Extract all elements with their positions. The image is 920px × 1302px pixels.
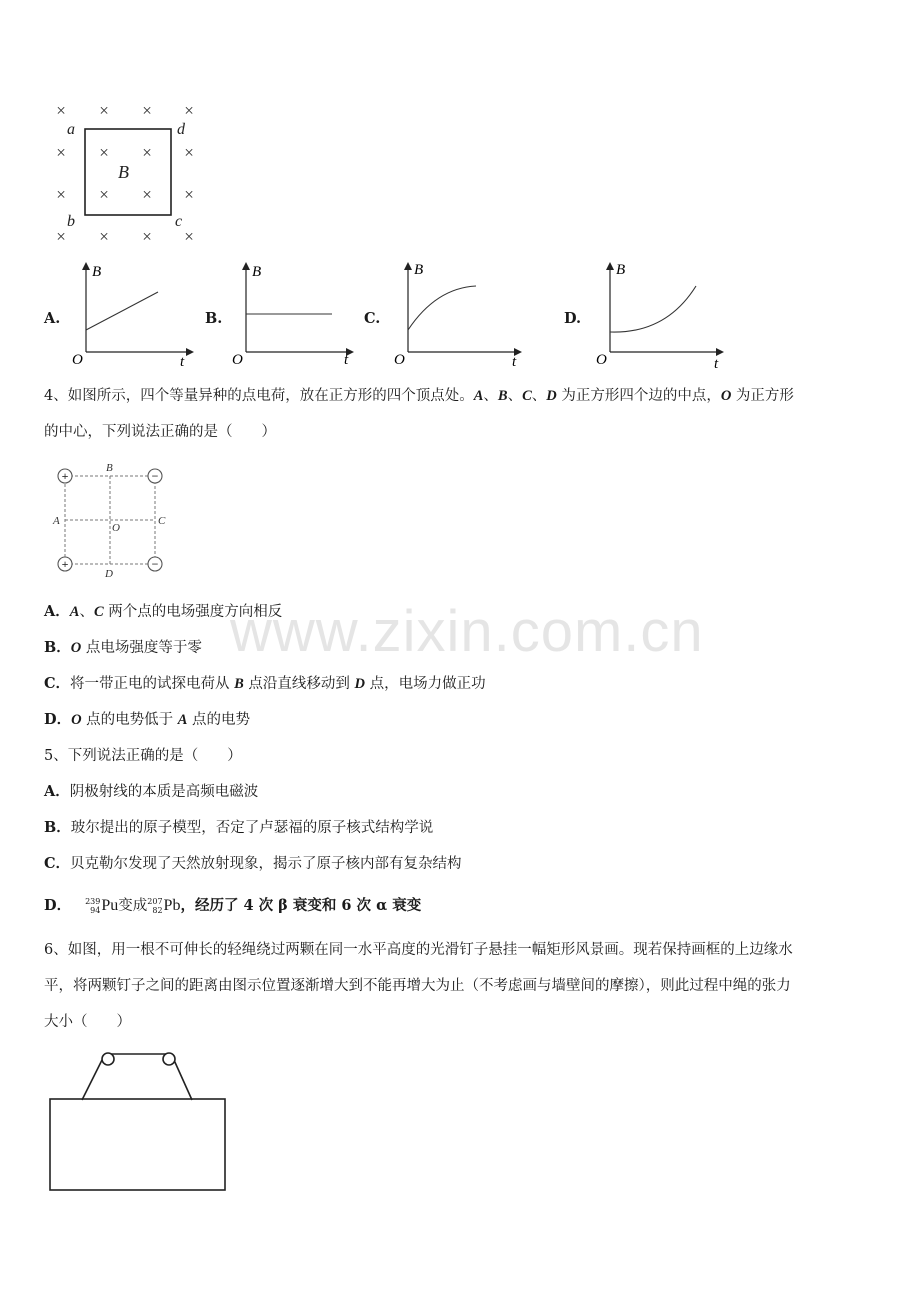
q4-stem-line2: 的中心，下列说法正确的是（ ） (44, 424, 276, 440)
axis-label-b: B (92, 264, 102, 280)
point-label-b: B (106, 462, 113, 474)
q4-option-c: C．将一带正电的试探电荷从 B 点沿直线移动到 D 点，电场力做正功 (44, 675, 486, 692)
cross-mark: × (184, 143, 194, 162)
point-label-c: C (158, 515, 166, 527)
point-label-o: O (112, 522, 120, 534)
corner-label-b: b (67, 213, 75, 230)
picture-frame-figure (46, 1046, 232, 1196)
axis-label-t: t (512, 354, 517, 370)
origin-label: O (72, 352, 83, 368)
q6-stem-line3: 大小（ ） (44, 1014, 131, 1030)
q5-option-d: D． 239 94 Pu 变成 207 82 Pb ，经历了 4 次 β 衰变和 6 次 α 衰变 (44, 897, 422, 915)
cross-mark: × (142, 185, 152, 204)
q5-option-a: A．阴极射线的本质是高频电磁波 (44, 783, 259, 800)
cross-mark: × (99, 143, 109, 162)
cross-mark: × (56, 101, 66, 120)
axis-label-b: B (414, 262, 424, 278)
cross-mark: × (56, 143, 66, 162)
corner-label-d: d (177, 121, 185, 138)
cross-mark: × (99, 227, 109, 246)
axis-label-b: B (252, 264, 262, 280)
origin-label: O (232, 352, 243, 368)
point-label-d: D (105, 568, 113, 580)
q4-option-d: D．O 点的电势低于 A 点的电势 (44, 711, 251, 728)
plus-charge: + (61, 469, 69, 483)
cross-mark: × (184, 101, 194, 120)
cross-mark: × (184, 185, 194, 204)
corner-label-a: a (67, 121, 75, 138)
rope-right (174, 1060, 192, 1100)
curve-linear (86, 292, 158, 330)
axis-label-t: t (180, 354, 185, 370)
curve-concave (408, 286, 476, 330)
rope-left (82, 1060, 102, 1100)
cross-mark: × (99, 101, 109, 120)
field-label-b: B (118, 162, 129, 182)
cross-mark: × (56, 227, 66, 246)
q5-option-c: C．贝克勒尔发现了天然放射现象，揭示了原子核内部有复杂结构 (44, 855, 462, 872)
q5-stem: 5、下列说法正确的是（ ） (44, 748, 242, 764)
cross-mark: × (99, 185, 109, 204)
graph-option-b-letter: B. (205, 310, 223, 327)
axis-label-b: B (616, 262, 626, 278)
graph-option-c-letter: C. (364, 310, 381, 327)
graph-option-d-letter: D. (564, 310, 582, 327)
charges-figure (50, 460, 180, 582)
plus-charge: + (61, 557, 69, 571)
axis-label-t: t (714, 356, 719, 370)
watermark: www.zixin.com.cn (230, 599, 704, 664)
q5-option-b: B．玻尔提出的原子模型，否定了卢瑟福的原子核式结构学说 (44, 819, 434, 836)
picture-frame (50, 1099, 225, 1190)
nuclide-pu: 239 94 Pu (85, 897, 119, 915)
q6-stem-line1: 6、如图，用一根不可伸长的轻绳绕过两颗在同一水平高度的光滑钉子悬挂一幅矩形风景画。现若保持画框的上边缘水 (44, 942, 793, 958)
q6-stem-line2: 平，将两颗钉子之间的距离由图示位置逐渐增大到不能再增大为止（不考虑画与墙壁间的摩擦），则此过程中绳的张力 (44, 978, 791, 994)
q4-option-b: B．O 点电场强度等于零 (44, 639, 202, 656)
magnetic-field-figure (48, 96, 208, 248)
graph-c (388, 258, 528, 370)
cross-mark: × (142, 227, 152, 246)
corner-label-c: c (175, 213, 183, 230)
cross-mark: × (142, 101, 152, 120)
nail-right (163, 1053, 175, 1065)
point-label-a: A (53, 515, 60, 527)
axis-label-t: t (344, 352, 349, 368)
nuclide-pb: 207 82 Pb (147, 897, 181, 915)
curve-convex (610, 286, 696, 332)
cross-mark: × (184, 227, 194, 246)
q4-stem-line1: 4、如图所示，四个等量异种的点电荷，放在正方形的四个顶点处。A、B、C、D 为正方形四个边的中点，O 为正方形 (44, 388, 794, 404)
graph-option-a-letter: A. (44, 310, 61, 327)
cross-mark: × (142, 143, 152, 162)
graph-b (226, 258, 356, 370)
graph-a (66, 258, 196, 370)
cross-mark: × (56, 185, 66, 204)
q4-option-a: A．A、C 两个点的电场强度方向相反 (44, 603, 283, 620)
nail-left (102, 1053, 114, 1065)
origin-label: O (394, 352, 405, 368)
graph-d (590, 258, 730, 370)
minus-charge: − (151, 469, 159, 483)
minus-charge: − (151, 557, 159, 571)
origin-label: O (596, 352, 607, 368)
